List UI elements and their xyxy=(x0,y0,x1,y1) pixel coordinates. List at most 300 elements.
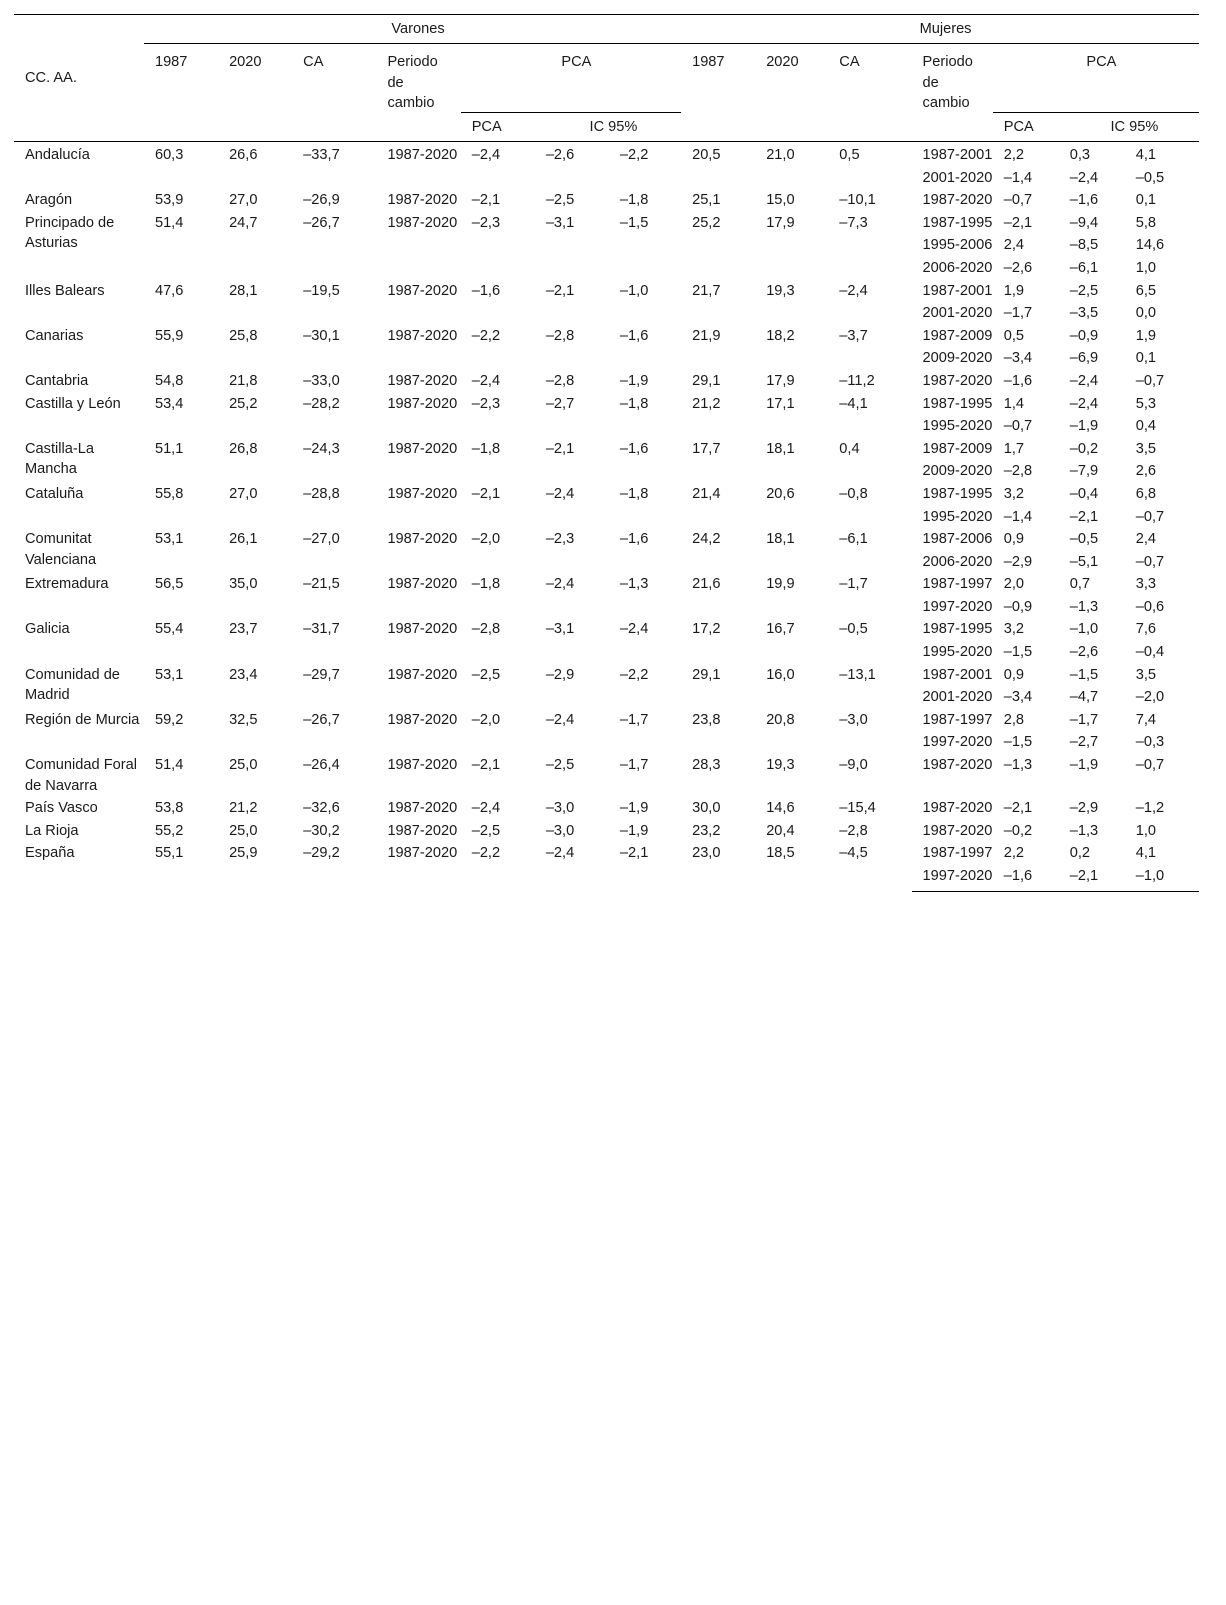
region-cell: Región de Murcia xyxy=(25,711,140,728)
men-2020-cell: 26,6 xyxy=(229,147,258,163)
men-1987-cell: 51,4 xyxy=(154,214,184,231)
women-ca-cell: –15,4 xyxy=(839,800,876,817)
women-ic-low-cell: –9,4 xyxy=(1069,214,1099,231)
women-pca-cell: –2,8 xyxy=(1003,463,1033,480)
women-ic-high-cell: 5,8 xyxy=(1135,214,1157,231)
men-periodo-cell: 1987-2020 xyxy=(387,282,458,299)
women-ic-low-cell: –1,7 xyxy=(1069,711,1099,728)
men-pca-cell: –2,5 xyxy=(471,666,501,683)
men-ic-low-cell: –2,7 xyxy=(545,395,575,412)
men-pca-cell: –2,4 xyxy=(471,147,501,163)
women-ic-high-cell: –0,6 xyxy=(1135,598,1165,615)
women-ic-high-cell: 1,0 xyxy=(1135,822,1157,839)
men-1987-cell: 55,9 xyxy=(154,327,184,344)
women-periodo-cell: 1987-2006 xyxy=(922,531,993,548)
women-pca-cell: –1,6 xyxy=(993,865,1059,891)
women-ca-cell: –2,4 xyxy=(839,282,868,299)
women-ca-cell: –13,1 xyxy=(839,666,876,683)
table-row xyxy=(14,709,1199,732)
women-pca-cell: –1,5 xyxy=(1003,644,1033,661)
men-2020-cell: 25,8 xyxy=(229,327,258,344)
men-pca-cell: –1,8 xyxy=(471,440,501,457)
men-ic-high-cell: –1,8 xyxy=(619,485,649,502)
women-2020-cell: 20,6 xyxy=(766,485,795,502)
women-ca-header: CA xyxy=(839,54,860,70)
region-column-header: CC. AA. xyxy=(14,15,144,142)
women-ca-cell: –2,8 xyxy=(839,822,868,839)
women-ic-high-cell: 4,1 xyxy=(1135,147,1157,163)
women-ic-low-cell: 0,2 xyxy=(1069,845,1091,862)
region-cell: Comunidad Foral de Navarra xyxy=(25,757,137,794)
women-1987-cell: 25,2 xyxy=(692,214,721,231)
women-1987-cell: 21,2 xyxy=(692,395,721,412)
men-pca-cell: –2,3 xyxy=(471,214,501,231)
women-1987-cell: 21,6 xyxy=(692,576,721,593)
women-1987-cell: 24,2 xyxy=(692,531,721,548)
men-2020-cell: 23,4 xyxy=(229,666,258,683)
women-ic-high-cell: 3,3 xyxy=(1135,576,1157,593)
men-periodo-cell: 1987-2020 xyxy=(387,440,458,457)
region-cell: Canarias xyxy=(25,327,84,344)
table-row xyxy=(14,528,1199,551)
women-1987-cell: 25,1 xyxy=(692,192,721,209)
men-ic-high-cell: –1,6 xyxy=(619,327,649,344)
women-ic-low-cell: –8,5 xyxy=(1069,237,1099,254)
women-ic-low-cell: –1,0 xyxy=(1069,621,1099,638)
men-ca-cell: –29,7 xyxy=(303,666,340,683)
men-1987-cell: 59,2 xyxy=(154,711,184,728)
men-ic-high-cell: –1,5 xyxy=(619,214,649,231)
women-ic-low-cell: –2,4 xyxy=(1069,395,1099,412)
women-2020-cell: 21,0 xyxy=(766,147,795,163)
women-pca-cell: 2,4 xyxy=(1003,237,1025,254)
women-pca-cell: –1,4 xyxy=(1003,508,1033,525)
men-ic-header: IC 95% xyxy=(535,113,681,142)
men-periodo-cell: 1987-2020 xyxy=(387,147,458,163)
women-1987-cell: 23,8 xyxy=(692,711,721,728)
men-1987-cell: 53,4 xyxy=(154,395,184,412)
women-2020-cell: 19,3 xyxy=(766,757,795,774)
women-1987-cell: 17,2 xyxy=(692,621,721,638)
men-ic-high-cell: –1,0 xyxy=(619,282,649,299)
region-cell: Cataluña xyxy=(25,485,84,502)
men-ic-high-cell: –1,9 xyxy=(619,822,649,839)
women-ic-low-cell: –2,7 xyxy=(1069,734,1099,751)
men-ca-cell: –26,7 xyxy=(303,711,340,728)
women-pca-cell: –3,4 xyxy=(1003,350,1033,367)
men-ca-cell: –28,2 xyxy=(303,395,340,412)
women-ic-high-cell: 1,9 xyxy=(1135,327,1157,344)
women-1987-cell: 21,4 xyxy=(692,485,721,502)
women-1987-cell: 21,9 xyxy=(692,327,721,344)
men-ca-cell: –32,6 xyxy=(303,800,340,817)
men-2020-cell: 21,8 xyxy=(229,372,258,389)
men-2020-header: 2020 xyxy=(229,54,262,70)
men-pca-cell: –2,1 xyxy=(471,757,501,774)
women-periodo-cell: 2006-2020 xyxy=(922,553,993,570)
region-cell: Comunidad de Madrid xyxy=(25,666,120,704)
men-2020-cell: 26,1 xyxy=(229,531,258,548)
men-ic-low-cell: –2,6 xyxy=(545,147,575,163)
women-periodo-cell: 1987-1997 xyxy=(922,845,993,862)
men-2020-cell: 35,0 xyxy=(229,576,258,593)
men-ic-low-cell: –2,8 xyxy=(545,327,575,344)
women-ic-low-cell: –7,9 xyxy=(1069,463,1099,480)
men-periodo-cell: 1987-2020 xyxy=(387,214,458,231)
women-2020-cell: 18,5 xyxy=(766,845,795,862)
men-2020-cell: 25,0 xyxy=(229,822,258,839)
women-ic-high-cell: 14,6 xyxy=(1135,237,1165,254)
women-periodo-cell: 1987-2020 xyxy=(922,800,993,817)
women-ic-high-cell: –0,7 xyxy=(1135,508,1165,525)
region-cell: País Vasco xyxy=(25,800,98,817)
women-periodo-cell: 1995-2020 xyxy=(922,644,993,661)
women-periodo-cell: 1997-2020 xyxy=(922,734,993,751)
region-cell: Comunitat Valenciana xyxy=(25,531,97,568)
women-ic-high-cell: –1,2 xyxy=(1135,800,1165,817)
table-row xyxy=(14,438,1199,461)
men-ic-low-cell: –2,4 xyxy=(545,576,575,593)
men-ic-low-cell: –3,0 xyxy=(545,822,575,839)
men-ca-cell: –33,0 xyxy=(303,372,340,389)
women-pca-cell: 2,8 xyxy=(1003,711,1025,728)
men-ic-high-cell: –2,1 xyxy=(619,845,649,862)
women-pca-cell: –0,7 xyxy=(1003,418,1033,435)
women-ic-low-cell: –3,5 xyxy=(1069,305,1099,322)
men-2020-cell: 23,7 xyxy=(229,621,258,638)
women-ic-high-cell: –1,0 xyxy=(1125,865,1199,891)
women-ic-high-cell: 4,1 xyxy=(1135,845,1157,862)
men-periodo-cell: 1987-2020 xyxy=(387,711,458,728)
women-ic-high-cell: 5,3 xyxy=(1135,395,1157,412)
men-2020-cell: 25,0 xyxy=(229,757,258,774)
table-row xyxy=(14,483,1199,506)
women-ca-cell: –1,7 xyxy=(839,576,868,593)
men-ic-low-cell: –2,4 xyxy=(545,485,575,502)
women-2020-cell: 16,7 xyxy=(766,621,795,638)
women-ic-low-cell: –0,4 xyxy=(1069,485,1099,502)
men-group-header: Varones xyxy=(144,15,681,44)
men-2020-cell: 26,8 xyxy=(229,440,258,457)
women-periodo-cell: 1987-2020 xyxy=(922,757,993,774)
women-pca-cell: 2,0 xyxy=(1003,576,1025,593)
men-periodo-header: Periodo de cambio xyxy=(387,54,438,112)
women-ca-cell: –4,1 xyxy=(839,395,868,412)
women-ic-high-cell: 2,4 xyxy=(1135,531,1157,548)
men-1987-cell: 55,2 xyxy=(154,822,184,839)
men-ic-high-cell: –1,9 xyxy=(619,800,649,817)
women-periodo-cell: 1987-2009 xyxy=(922,327,993,344)
women-2020-header: 2020 xyxy=(766,54,799,70)
table-row xyxy=(14,797,1199,820)
women-periodo-cell: 1987-1995 xyxy=(922,214,993,231)
men-ic-high-cell: –2,4 xyxy=(619,621,649,638)
table-row xyxy=(14,189,1199,212)
men-ca-cell: –33,7 xyxy=(303,147,340,163)
women-1987-cell: 20,5 xyxy=(692,147,721,163)
women-1987-cell: 23,2 xyxy=(692,822,721,839)
women-2020-cell: 20,8 xyxy=(766,711,795,728)
women-1987-cell: 30,0 xyxy=(692,800,721,817)
men-pca-cell: –2,0 xyxy=(471,711,501,728)
women-2020-cell: 17,1 xyxy=(766,395,795,412)
women-ic-high-cell: 1,0 xyxy=(1135,259,1157,276)
women-pca-cell: 1,7 xyxy=(1003,440,1025,457)
table-row xyxy=(14,573,1199,596)
women-ic-high-cell: –0,7 xyxy=(1135,757,1165,774)
region-cell: Illes Balears xyxy=(25,282,105,299)
women-periodo-cell: 1997-2020 xyxy=(922,598,993,615)
women-periodo-cell: 1987-1995 xyxy=(922,621,993,638)
men-pca-cell: –1,8 xyxy=(471,576,501,593)
women-2020-cell: 17,9 xyxy=(766,372,795,389)
men-ic-low-cell: –2,3 xyxy=(545,531,575,548)
men-2020-cell: 21,2 xyxy=(229,800,258,817)
women-1987-cell: 28,3 xyxy=(692,757,721,774)
women-periodo-cell: 1987-2001 xyxy=(922,666,993,683)
region-cell: Extremadura xyxy=(25,576,109,593)
women-pca-cell: –2,1 xyxy=(1003,800,1033,817)
women-ca-cell: –3,7 xyxy=(839,327,868,344)
men-ic-low-cell: –2,5 xyxy=(545,192,575,209)
men-2020-cell: 32,5 xyxy=(229,711,258,728)
men-ca-cell: –29,2 xyxy=(303,845,340,862)
men-1987-cell: 53,1 xyxy=(154,531,184,548)
men-ca-cell: –30,1 xyxy=(303,327,340,344)
men-1987-cell: 55,4 xyxy=(154,621,184,638)
men-pca-cell: –2,4 xyxy=(471,800,501,817)
men-periodo-cell: 1987-2020 xyxy=(387,666,458,683)
women-pca-cell: –2,6 xyxy=(1003,259,1033,276)
men-1987-header: 1987 xyxy=(154,54,188,70)
table-row xyxy=(14,142,1199,167)
men-ic-low-cell: –2,1 xyxy=(545,440,575,457)
women-ic-low-cell: –2,1 xyxy=(1069,508,1099,525)
table-row xyxy=(14,393,1199,416)
women-ic-low-cell: –0,5 xyxy=(1069,531,1099,548)
women-periodo-cell: 1987-2020 xyxy=(922,192,993,209)
women-ic-high-cell: 0,1 xyxy=(1135,350,1157,367)
women-ic-low-cell: 0,7 xyxy=(1069,576,1091,593)
data-table xyxy=(14,14,1199,892)
men-ic-low-cell: –3,1 xyxy=(545,621,575,638)
men-2020-cell: 27,0 xyxy=(229,192,258,209)
women-ic-low-cell: –1,9 xyxy=(1069,418,1099,435)
men-ca-cell: –26,9 xyxy=(303,192,340,209)
women-ic-low-cell: –2,1 xyxy=(1059,865,1125,891)
region-cell: Aragón xyxy=(25,192,73,209)
women-pca-cell: –1,3 xyxy=(1003,757,1033,774)
men-ic-high-cell: –2,2 xyxy=(619,147,649,163)
women-periodo-cell: 2001-2020 xyxy=(922,689,993,706)
men-1987-cell: 54,8 xyxy=(154,372,184,389)
men-ic-low-cell: –2,9 xyxy=(545,666,575,683)
women-ca-cell: –10,1 xyxy=(839,192,876,209)
women-periodo-cell: 2001-2020 xyxy=(922,305,993,322)
men-periodo-cell: 1987-2020 xyxy=(387,327,458,344)
women-2020-cell: 15,0 xyxy=(766,192,795,209)
women-2020-cell: 16,0 xyxy=(766,666,795,683)
women-2020-cell: 18,1 xyxy=(766,531,795,548)
men-ic-high-cell: –1,3 xyxy=(619,576,649,593)
men-periodo-cell: 1987-2020 xyxy=(387,531,458,548)
women-1987-cell: 29,1 xyxy=(692,666,721,683)
women-ic-low-cell: –1,3 xyxy=(1069,822,1099,839)
women-ic-high-cell: 3,5 xyxy=(1135,666,1157,683)
women-periodo-cell: 1987-2020 xyxy=(922,822,993,839)
women-1987-cell: 17,7 xyxy=(692,440,721,457)
women-pca-cell: –1,4 xyxy=(1003,169,1033,186)
table-body xyxy=(14,142,1199,891)
women-1987-header: 1987 xyxy=(692,54,725,70)
women-ic-high-cell: 0,4 xyxy=(1135,418,1157,435)
women-periodo-cell: 1987-2001 xyxy=(922,282,993,299)
women-ic-high-cell: 7,4 xyxy=(1135,711,1157,728)
women-periodo-cell: 2001-2020 xyxy=(922,169,993,186)
men-1987-cell: 60,3 xyxy=(154,147,184,163)
women-2020-cell: 17,9 xyxy=(766,214,795,231)
women-pca-cell: 0,9 xyxy=(1003,666,1025,683)
men-2020-cell: 27,0 xyxy=(229,485,258,502)
women-ic-high-cell: –0,7 xyxy=(1135,372,1165,389)
women-1987-cell: 29,1 xyxy=(692,372,721,389)
women-ca-cell: 0,5 xyxy=(839,147,860,163)
women-ca-cell: –7,3 xyxy=(839,214,868,231)
table-row xyxy=(14,618,1199,641)
region-cell: España xyxy=(25,845,75,862)
women-ic-high-cell: –0,5 xyxy=(1135,169,1165,186)
women-pca-header: PCA xyxy=(993,113,1059,142)
men-pca-cell: –2,2 xyxy=(471,327,501,344)
women-ca-cell: –6,1 xyxy=(839,531,868,548)
men-ca-cell: –26,7 xyxy=(303,214,340,231)
women-ic-low-cell: –0,2 xyxy=(1069,440,1099,457)
men-ic-low-cell: –2,8 xyxy=(545,372,575,389)
women-2020-cell: 19,9 xyxy=(766,576,795,593)
women-ic-low-cell: –4,7 xyxy=(1069,689,1099,706)
women-pca-cell: 1,4 xyxy=(1003,395,1025,412)
men-ic-low-cell: –3,0 xyxy=(545,800,575,817)
men-periodo-cell: 1987-2020 xyxy=(387,822,458,839)
women-ic-high-cell: –0,4 xyxy=(1135,644,1165,661)
women-ic-low-cell: –2,9 xyxy=(1069,800,1099,817)
table-row xyxy=(14,325,1199,348)
men-pca-header: PCA xyxy=(461,113,535,142)
women-pca-cell: –0,9 xyxy=(1003,598,1033,615)
region-cell: Cantabria xyxy=(25,372,89,389)
region-cell: La Rioja xyxy=(25,822,79,839)
table-row xyxy=(14,370,1199,393)
women-ic-header: IC 95% xyxy=(1059,113,1199,142)
women-periodo-cell: 1995-2020 xyxy=(922,418,993,435)
women-ic-low-cell: –2,6 xyxy=(1069,644,1099,661)
women-ic-high-cell: –0,7 xyxy=(1135,553,1165,570)
men-ca-cell: –21,5 xyxy=(303,576,340,593)
men-ca-cell: –31,7 xyxy=(303,621,340,638)
men-2020-cell: 25,2 xyxy=(229,395,258,412)
women-ic-high-cell: 6,8 xyxy=(1135,485,1157,502)
women-pca-cell: 3,2 xyxy=(1003,621,1025,638)
men-ca-cell: –19,5 xyxy=(303,282,340,299)
women-ic-low-cell: –0,9 xyxy=(1069,327,1099,344)
men-1987-cell: 51,4 xyxy=(154,757,184,774)
men-pca-cell: –2,3 xyxy=(471,395,501,412)
men-ca-cell: –26,4 xyxy=(303,757,340,774)
men-ic-low-cell: –2,1 xyxy=(545,282,575,299)
women-periodo-cell: 2009-2020 xyxy=(922,463,993,480)
women-ic-low-cell: –6,1 xyxy=(1069,259,1099,276)
women-ic-low-cell: –2,4 xyxy=(1069,372,1099,389)
women-1987-cell: 21,7 xyxy=(692,282,721,299)
region-cell: Principado de Asturias xyxy=(25,214,115,252)
women-2020-cell: 18,2 xyxy=(766,327,795,344)
men-1987-cell: 55,8 xyxy=(154,485,184,502)
table-row xyxy=(14,280,1199,303)
women-pca-cell: –3,4 xyxy=(1003,689,1033,706)
men-ic-low-cell: –2,4 xyxy=(545,845,575,862)
women-periodo-cell: 1987-2020 xyxy=(922,372,993,389)
women-ic-low-cell: –2,4 xyxy=(1069,169,1099,186)
women-ic-low-cell: –6,9 xyxy=(1069,350,1099,367)
women-pca-cell: –2,9 xyxy=(1003,553,1033,570)
women-2020-cell: 20,4 xyxy=(766,822,795,839)
women-pca-cell: –1,5 xyxy=(1003,734,1033,751)
men-periodo-cell: 1987-2020 xyxy=(387,372,458,389)
men-pca-group-header: PCA xyxy=(461,44,681,113)
women-ic-high-cell: –0,3 xyxy=(1135,734,1165,751)
women-ca-cell: –3,0 xyxy=(839,711,868,728)
men-pca-cell: –2,1 xyxy=(471,192,501,209)
women-periodo-cell: 2006-2020 xyxy=(922,259,993,276)
men-ca-header: CA xyxy=(303,54,324,70)
table-row xyxy=(14,842,1199,865)
men-pca-cell: –2,1 xyxy=(471,485,501,502)
men-2020-cell: 25,9 xyxy=(229,845,258,862)
women-ic-low-cell: –1,6 xyxy=(1069,192,1099,209)
women-periodo-cell: 1995-2020 xyxy=(922,508,993,525)
women-ca-cell: 0,4 xyxy=(839,440,860,457)
men-periodo-cell: 1987-2020 xyxy=(387,485,458,502)
men-2020-cell: 28,1 xyxy=(229,282,258,299)
men-ic-high-cell: –1,6 xyxy=(619,531,649,548)
men-1987-cell: 53,8 xyxy=(154,800,184,817)
table-row xyxy=(14,754,1199,797)
men-periodo-cell: 1987-2020 xyxy=(387,800,458,817)
men-ic-high-cell: –1,6 xyxy=(619,440,649,457)
region-cell: Galicia xyxy=(25,621,70,638)
women-2020-cell: 19,3 xyxy=(766,282,795,299)
men-periodo-cell: 1987-2020 xyxy=(387,395,458,412)
table-row xyxy=(14,820,1199,843)
region-cell: Castilla y León xyxy=(25,395,121,412)
women-periodo-cell: 1987-2001 xyxy=(922,147,993,163)
men-ca-cell: –30,2 xyxy=(303,822,340,839)
men-1987-cell: 56,5 xyxy=(154,576,184,593)
men-pca-cell: –2,5 xyxy=(471,822,501,839)
table-container xyxy=(14,14,1199,892)
women-periodo-cell: 1987-1995 xyxy=(922,485,993,502)
men-pca-cell: –2,0 xyxy=(471,531,501,548)
women-ic-high-cell: –2,0 xyxy=(1135,689,1165,706)
women-ic-low-cell: –1,5 xyxy=(1069,666,1099,683)
women-ic-high-cell: 0,1 xyxy=(1135,192,1157,209)
women-ic-high-cell: 7,6 xyxy=(1135,621,1157,638)
men-ca-cell: –24,3 xyxy=(303,440,340,457)
men-periodo-cell: 1987-2020 xyxy=(387,845,458,862)
women-ic-high-cell: 6,5 xyxy=(1135,282,1157,299)
women-2020-cell: 18,1 xyxy=(766,440,795,457)
women-ic-high-cell: 0,0 xyxy=(1135,305,1157,322)
